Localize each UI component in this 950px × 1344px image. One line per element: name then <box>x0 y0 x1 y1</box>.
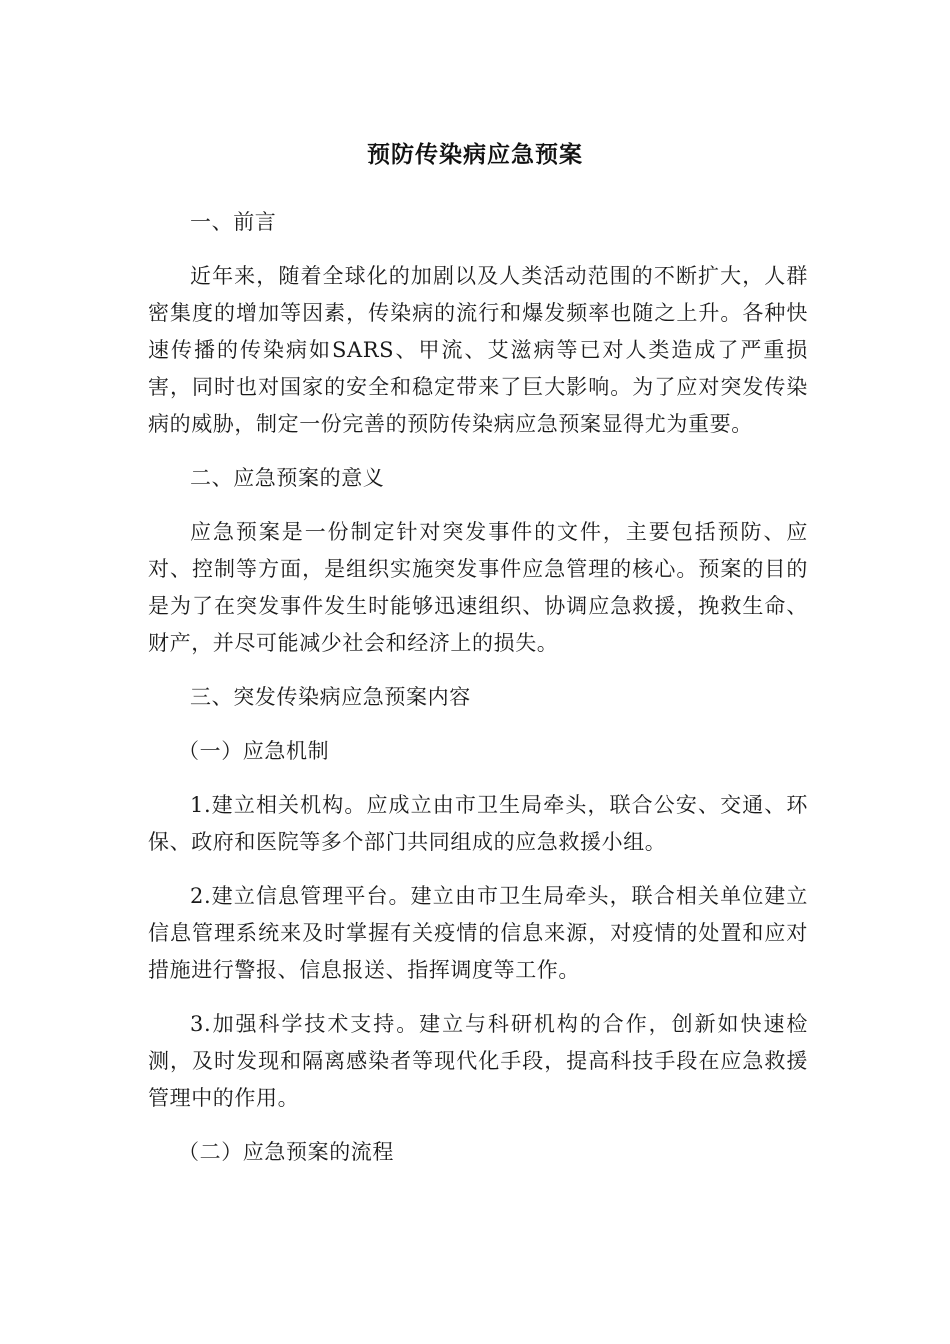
paragraph-item-3: 3.加强科学技术支持。建立与科研机构的合作，创新如快速检测，及时发现和隔离感染者等现代化手段，提高科技手段在应急救援管理中的作用。 <box>148 1012 808 1110</box>
section-heading-content: 三、突发传染病应急预案内容 <box>190 685 471 709</box>
paragraph-item-1: 1.建立相关机构。应成立由市卫生局牵头，联合公安、交通、环保、政府和医院等多个部门共同组成的应急救援小组。 <box>148 793 808 854</box>
document-body <box>148 204 808 1188</box>
section-heading-preface: 一、前言 <box>190 210 277 234</box>
document-title: 预防传染病应急预案 <box>367 142 583 168</box>
subsection-heading-mechanism: （一）应急机制 <box>178 739 330 763</box>
paragraph-preface: 近年来，随着全球化的加剧以及人类活动范围的不断扩大，人群密集度的增加等因素，传染病的流行和爆发频率也随之上升。各种快速传播的传染病如SARS、甲流、艾滋病等已对人类造成了严重损害，同时也对国家的安全和稳定带来了巨大影响。为了应对突发传染病的威胁，制定一份完善的预防传染病应急预案显得尤为重要。 <box>148 264 808 436</box>
paragraph-significance: 应急预案是一份制定针对突发事件的文件，主要包括预防、应对、控制等方面，是组织实施突发事件应急管理的核心。预案的目的是为了在突发事件发生时能够迅速组织、协调应急救援，挽救生命、财产，并尽可能减少社会和经济上的损失。 <box>148 520 808 655</box>
paragraph-item-2: 2.建立信息管理平台。建立由市卫生局牵头，联合相关单位建立信息管理系统来及时掌握有关疫情的信息来源，对疫情的处置和应对措施进行警报、信息报送、指挥调度等工作。 <box>148 884 808 982</box>
section-heading-significance: 二、应急预案的意义 <box>190 466 385 490</box>
subsection-heading-process: （二）应急预案的流程 <box>178 1140 394 1164</box>
